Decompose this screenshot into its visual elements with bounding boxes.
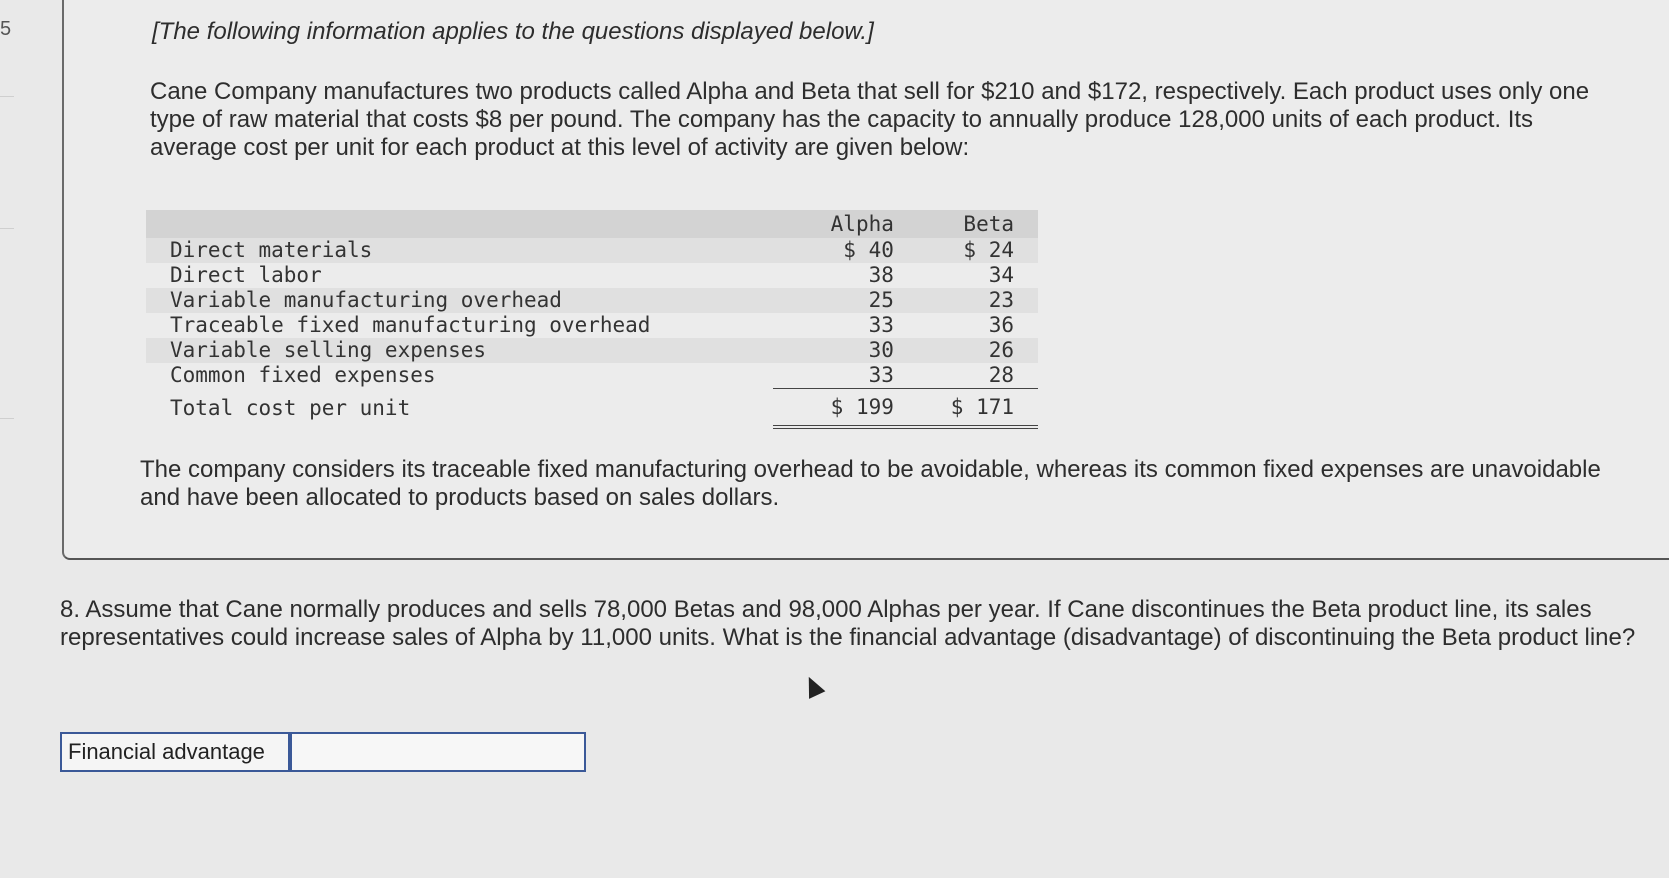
table-row — [146, 363, 1038, 389]
beta-value: 36 — [988, 313, 1014, 337]
beta-value: 26 — [894, 338, 1038, 363]
answer-row — [60, 732, 586, 772]
beta-value: 23 — [894, 288, 1038, 313]
beta-value: $ 24 — [894, 238, 1038, 263]
cost-notes: The company considers its traceable fixed manufacturing overhead to be avoidable, whereas its common fixed expenses are unavoidable and have been allocated to products based on sales dollars. — [140, 456, 1601, 511]
alpha-value: 33 — [773, 363, 894, 389]
alpha-value: 33 — [868, 313, 894, 337]
table-row — [146, 288, 1038, 313]
row-label: Variable manufacturing overhead — [146, 288, 773, 313]
left-divider — [0, 228, 14, 229]
alpha-value: 30 — [773, 338, 894, 363]
table-row — [146, 313, 1038, 338]
row-label: Traceable fixed manufacturing overhead — [170, 313, 651, 337]
intro-note: [The following information applies to the questions displayed below.] — [152, 18, 874, 45]
left-divider — [0, 418, 14, 419]
table-header-label — [146, 210, 773, 238]
question-text: 8. Assume that Cane normally produces and sells 78,000 Betas and 98,000 Alphas per year. If Cane discontinues the Beta product line, its sales representatives could increase sales of Alpha by 11,000 units. What is the financial advantage (disadvantage) of discontinuing the Beta product line? — [60, 596, 1636, 651]
row-label: Direct labor — [170, 263, 322, 287]
row-label: Direct materials — [146, 238, 773, 263]
left-divider — [0, 96, 14, 97]
table-row — [146, 238, 1038, 263]
answer-input[interactable] — [290, 734, 584, 770]
alpha-value: 25 — [773, 288, 894, 313]
alpha-value: 38 — [868, 263, 894, 287]
table-header-row — [146, 210, 1038, 238]
row-label: Variable selling expenses — [146, 338, 773, 363]
row-label: Common fixed expenses — [170, 363, 436, 388]
total-row — [146, 389, 1038, 428]
answer-label-dropdown[interactable]: Financial advantage — [62, 734, 290, 770]
table-row — [146, 338, 1038, 363]
cost-table — [146, 210, 1038, 429]
beta-value: 28 — [894, 363, 1038, 389]
beta-total: $ 171 — [894, 389, 1038, 428]
table-header-beta: Beta — [894, 210, 1038, 238]
alpha-total: $ 199 — [773, 389, 894, 428]
table-row — [146, 263, 1038, 288]
alpha-value: $ 40 — [773, 238, 894, 263]
question-number-fragment: 5 — [0, 18, 12, 40]
total-label: Total cost per unit — [170, 395, 411, 420]
mouse-pointer-icon — [801, 673, 826, 699]
problem-description: Cane Company manufactures two products called Alpha and Beta that sell for $210 and $172, respectively. Each product uses only one type of raw material that costs $8 per pound. The company has the capacity to annually produce 128,000 units of each product. Its average cost per unit for each product at this level of activity are given below: — [150, 78, 1590, 161]
table-header-alpha: Alpha — [773, 210, 894, 238]
beta-value: 34 — [988, 263, 1014, 287]
